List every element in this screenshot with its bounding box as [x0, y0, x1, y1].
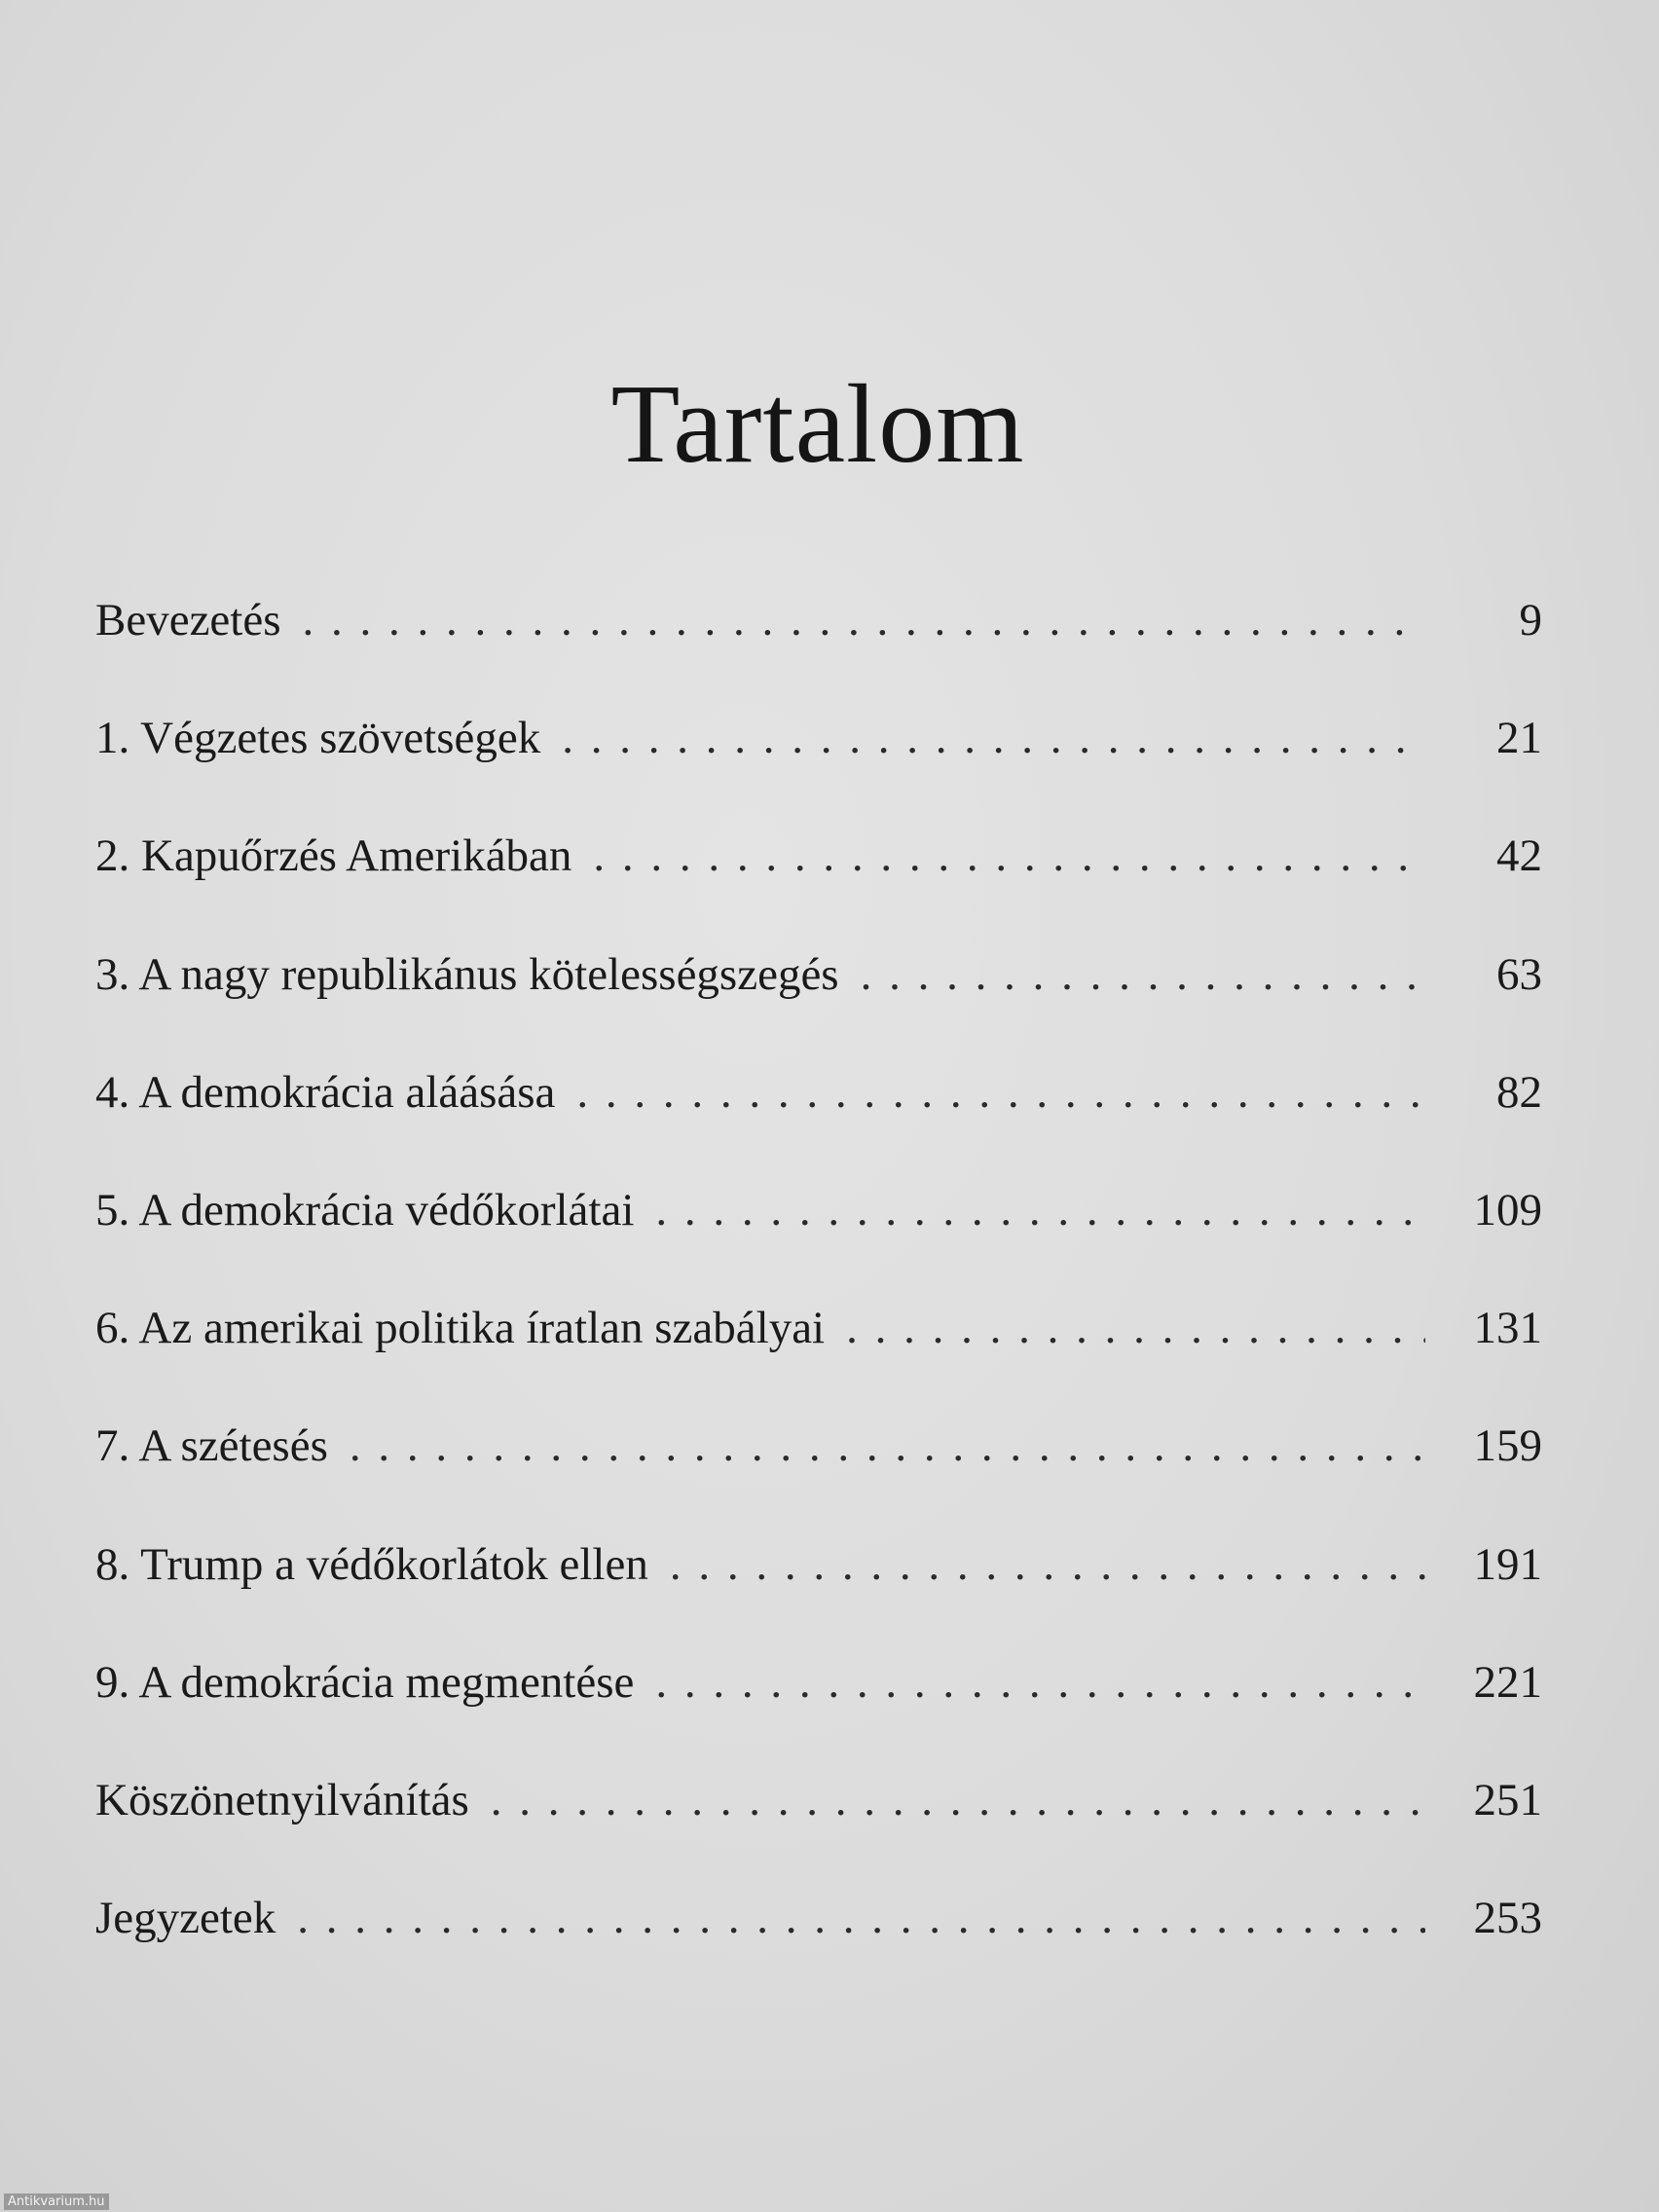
toc-entry-page: 159 — [1473, 1420, 1542, 1472]
toc-entry-label: 1. Végzetes szövetségek — [95, 713, 541, 764]
toc-entry-label: 2. Kapuőrzés Amerikában — [95, 830, 572, 882]
toc-entry-page: 63 — [1496, 948, 1542, 1000]
toc-entry-page: 253 — [1473, 1893, 1542, 1944]
toc-entry-page: 21 — [1496, 713, 1542, 764]
toc-entry-chapter-3 — [95, 948, 1542, 1066]
toc-entry-chapter-9 — [95, 1656, 1542, 1774]
toc-entry-page: 251 — [1473, 1774, 1542, 1825]
toc-entry-chapter-2 — [95, 830, 1542, 947]
toc-entry-chapter-4 — [95, 1066, 1542, 1184]
leader-dots — [670, 1538, 1425, 1591]
leader-dots — [297, 1892, 1425, 1944]
toc-entry-label: 6. Az amerikai politika íratlan szabályai — [95, 1303, 826, 1354]
toc-entry-label: 8. Trump a védőkorlátok ellen — [95, 1538, 648, 1590]
page-title: Tartalom — [610, 362, 1025, 487]
leader-dots — [576, 1066, 1425, 1119]
toc-entry-introduction — [95, 594, 1542, 712]
toc-entry-page: 42 — [1496, 830, 1542, 882]
leader-dots — [593, 830, 1425, 882]
toc-entry-label: 3. A nagy republikánus kötelességszegés — [95, 948, 839, 1000]
toc-entry-page: 191 — [1473, 1538, 1542, 1590]
leader-dots — [303, 594, 1425, 646]
leader-dots — [846, 1302, 1425, 1354]
toc-entry-label: 4. A demokrácia aláásása — [95, 1066, 556, 1118]
leader-dots — [491, 1774, 1425, 1826]
toc-entry-label: Jegyzetek — [95, 1893, 276, 1944]
toc-entry-label: 5. A demokrácia védőkorlátai — [95, 1184, 635, 1235]
toc-entry-page: 109 — [1473, 1184, 1542, 1235]
toc-entry-label: Köszönetnyilvánítás — [95, 1774, 469, 1825]
toc-entry-chapter-8 — [95, 1538, 1542, 1656]
toc-entry-notes — [95, 1892, 1542, 2009]
toc-entry-label: 7. A szétesés — [95, 1420, 328, 1472]
toc-entry-chapter-7 — [95, 1419, 1542, 1537]
leader-dots — [350, 1419, 1425, 1472]
toc-entry-chapter-6 — [95, 1302, 1542, 1419]
toc-entry-chapter-1 — [95, 712, 1542, 830]
toc-entry-page: 131 — [1473, 1303, 1542, 1354]
toc-entry-page: 82 — [1496, 1066, 1542, 1118]
toc-entry-label: Bevezetés — [95, 595, 281, 645]
toc-entry-chapter-5 — [95, 1184, 1542, 1302]
leader-dots — [655, 1656, 1425, 1709]
leader-dots — [861, 948, 1425, 1001]
toc-entry-page: 221 — [1473, 1656, 1542, 1708]
table-of-contents — [95, 594, 1542, 2009]
watermark-text: Antikvarium.hu — [4, 2194, 109, 2210]
toc-entry-label: 9. A demokrácia megmentése — [95, 1656, 635, 1708]
toc-entry-page: 9 — [1519, 595, 1542, 645]
leader-dots — [655, 1184, 1425, 1236]
toc-entry-acknowledgements — [95, 1774, 1542, 1892]
leader-dots — [562, 712, 1425, 764]
